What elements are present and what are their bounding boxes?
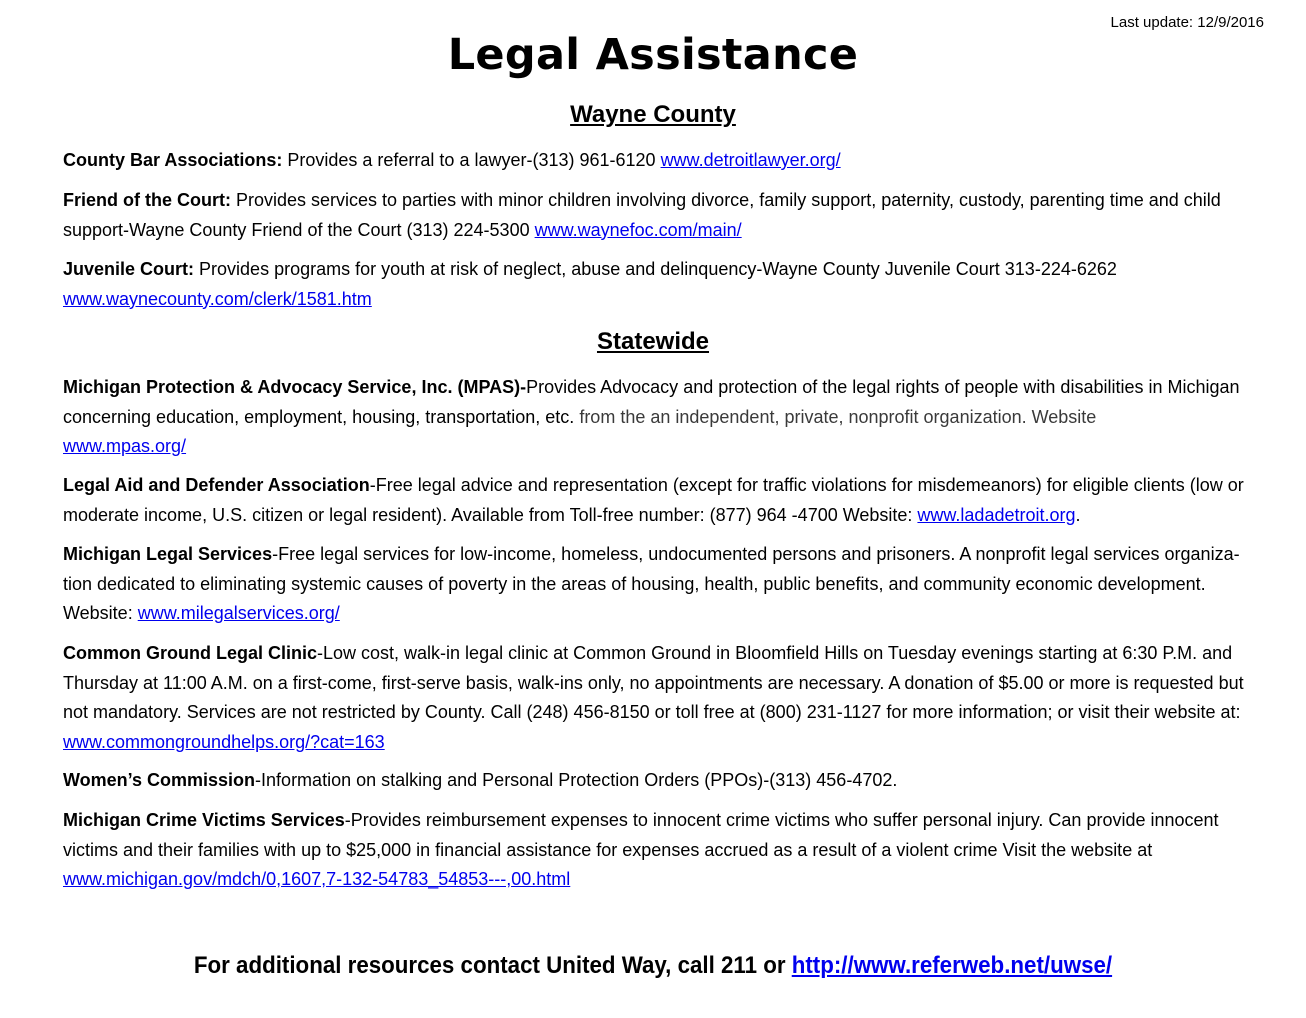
entry-name: Juvenile Court: (63, 259, 195, 279)
last-update: Last update: 12/9/2016 (1110, 14, 1264, 31)
entry-common-ground (63, 639, 1268, 757)
entry-period: . (1075, 504, 1081, 525)
page-title: Legal Assistance (447, 30, 859, 80)
milegalservices-link[interactable]: www.milegalservices.org/ (137, 603, 340, 623)
section-heading-wayne-county: Wayne County (570, 101, 736, 128)
entry-name: Michigan Protection & Advocacy Service, Inc. (MPAS)- (63, 377, 527, 397)
entry-name: Michigan Legal Services (63, 544, 273, 564)
section-heading-statewide: Statewide (596, 328, 710, 355)
entry-name: County Bar Associations: (63, 150, 283, 170)
waynefoc-link[interactable]: www.waynefoc.com/main/ (534, 219, 742, 240)
entry-text: tion dedicated to eliminating systemic causes of poverty in the areas of housing, health, public benefits, and community economic development. (63, 573, 1206, 594)
entry-crime-victims-services (63, 806, 1268, 895)
waynecounty-clerk-link[interactable]: www.waynecounty.com/clerk/1581.htm (63, 288, 372, 309)
entry-text: -Free legal advice and representation (except for traffic violations for misdemeanors) for eligible clients (low or moderate income, U.S. citizen or legal resident). Available from Toll-free number: (877) 964 -4700 Website: (63, 475, 1244, 525)
entry-text: Provides a referral to a lawyer-(313) 961-6120 (282, 150, 661, 170)
entry-text: -Provides reimbursement expenses to innocent crime victims who suffer personal injury. Can provide innocent victims and their families with up to $25,000 in financial assistance for expenses accrued as a result of a violent crime Visit the website at (63, 810, 1219, 860)
entry-legal-aid-defender (63, 471, 1268, 530)
entry-text: -Information on stalking and Personal Protection Orders (PPOs)-(313) 456-4702. (255, 770, 898, 790)
mpas-link[interactable]: www.mpas.org/ (63, 436, 187, 456)
referweb-link[interactable]: http://www.referweb.net/uwse/ (791, 952, 1113, 979)
entry-name: Michigan Crime Victims Services (63, 810, 345, 830)
entry-friend-of-the-court (63, 186, 1268, 245)
entry-name: Legal Aid and Defender Association (63, 475, 370, 495)
entry-text: Provides programs for youth at risk of neglect, abuse and delinquency-Wayne County Juvenile Court 313-224-6262 (194, 259, 1117, 279)
footer-note (46, 952, 1261, 980)
entry-county-bar-associations (63, 146, 1268, 176)
commongroundhelps-link[interactable]: www.commongroundhelps.org/?cat=163 (63, 731, 385, 752)
entry-womens-commission (63, 766, 1268, 796)
entry-text: -Low cost, walk-in legal clinic at Common Ground in Bloomfield Hills on Tuesday evenings starting at 6:30 P.M. and Thursday at 11:00 A.M. on a first-come, first-serve basis, walk-ins only, no appointments are necessary. A donation of $5.00 or more is requested but not mandatory. Services are not restricted by County. Call (248) 456-8150 or toll free at (800) 231-1127 for more information; or visit their website at: (63, 643, 1244, 722)
entry-name: Friend of the Court: (63, 190, 231, 210)
entry-text: -Free legal services for low-income, homeless, undocumented persons and prisoners. A nonprofit legal services organiza- (272, 544, 1240, 564)
entry-text: Provides services to parties with minor children involving divorce, family support, paternity, custody, parenting time and child support-Wayne County Friend of the Court (313) 224-5300 (63, 190, 1221, 240)
footer-text: For additional resources contact United Way, call 211 or (193, 952, 792, 979)
entry-name: Women’s Commission (63, 770, 256, 790)
entry-text: Website: (63, 603, 138, 623)
entry-michigan-legal-services (63, 540, 1268, 629)
entry-juvenile-court (63, 255, 1268, 314)
entry-mpas (63, 373, 1268, 462)
entry-name: Common Ground Legal Clinic (63, 643, 318, 663)
detroitlawyer-link[interactable]: www.detroitlawyer.org/ (660, 150, 841, 170)
entry-text-gray: from the an independent, private, nonprofit organization. Website (574, 406, 1097, 427)
michigan-gov-link[interactable]: www.michigan.gov/mdch/0,1607,7-132-54783_54853---,00.html (63, 869, 571, 889)
entry-text: Provides Advocacy and protection of the legal rights of people with disabilities in Michigan concerning education, employment, housing, transportation, etc. (63, 377, 1240, 427)
ladadetroit-link[interactable]: www.ladadetroit.org (917, 504, 1076, 525)
